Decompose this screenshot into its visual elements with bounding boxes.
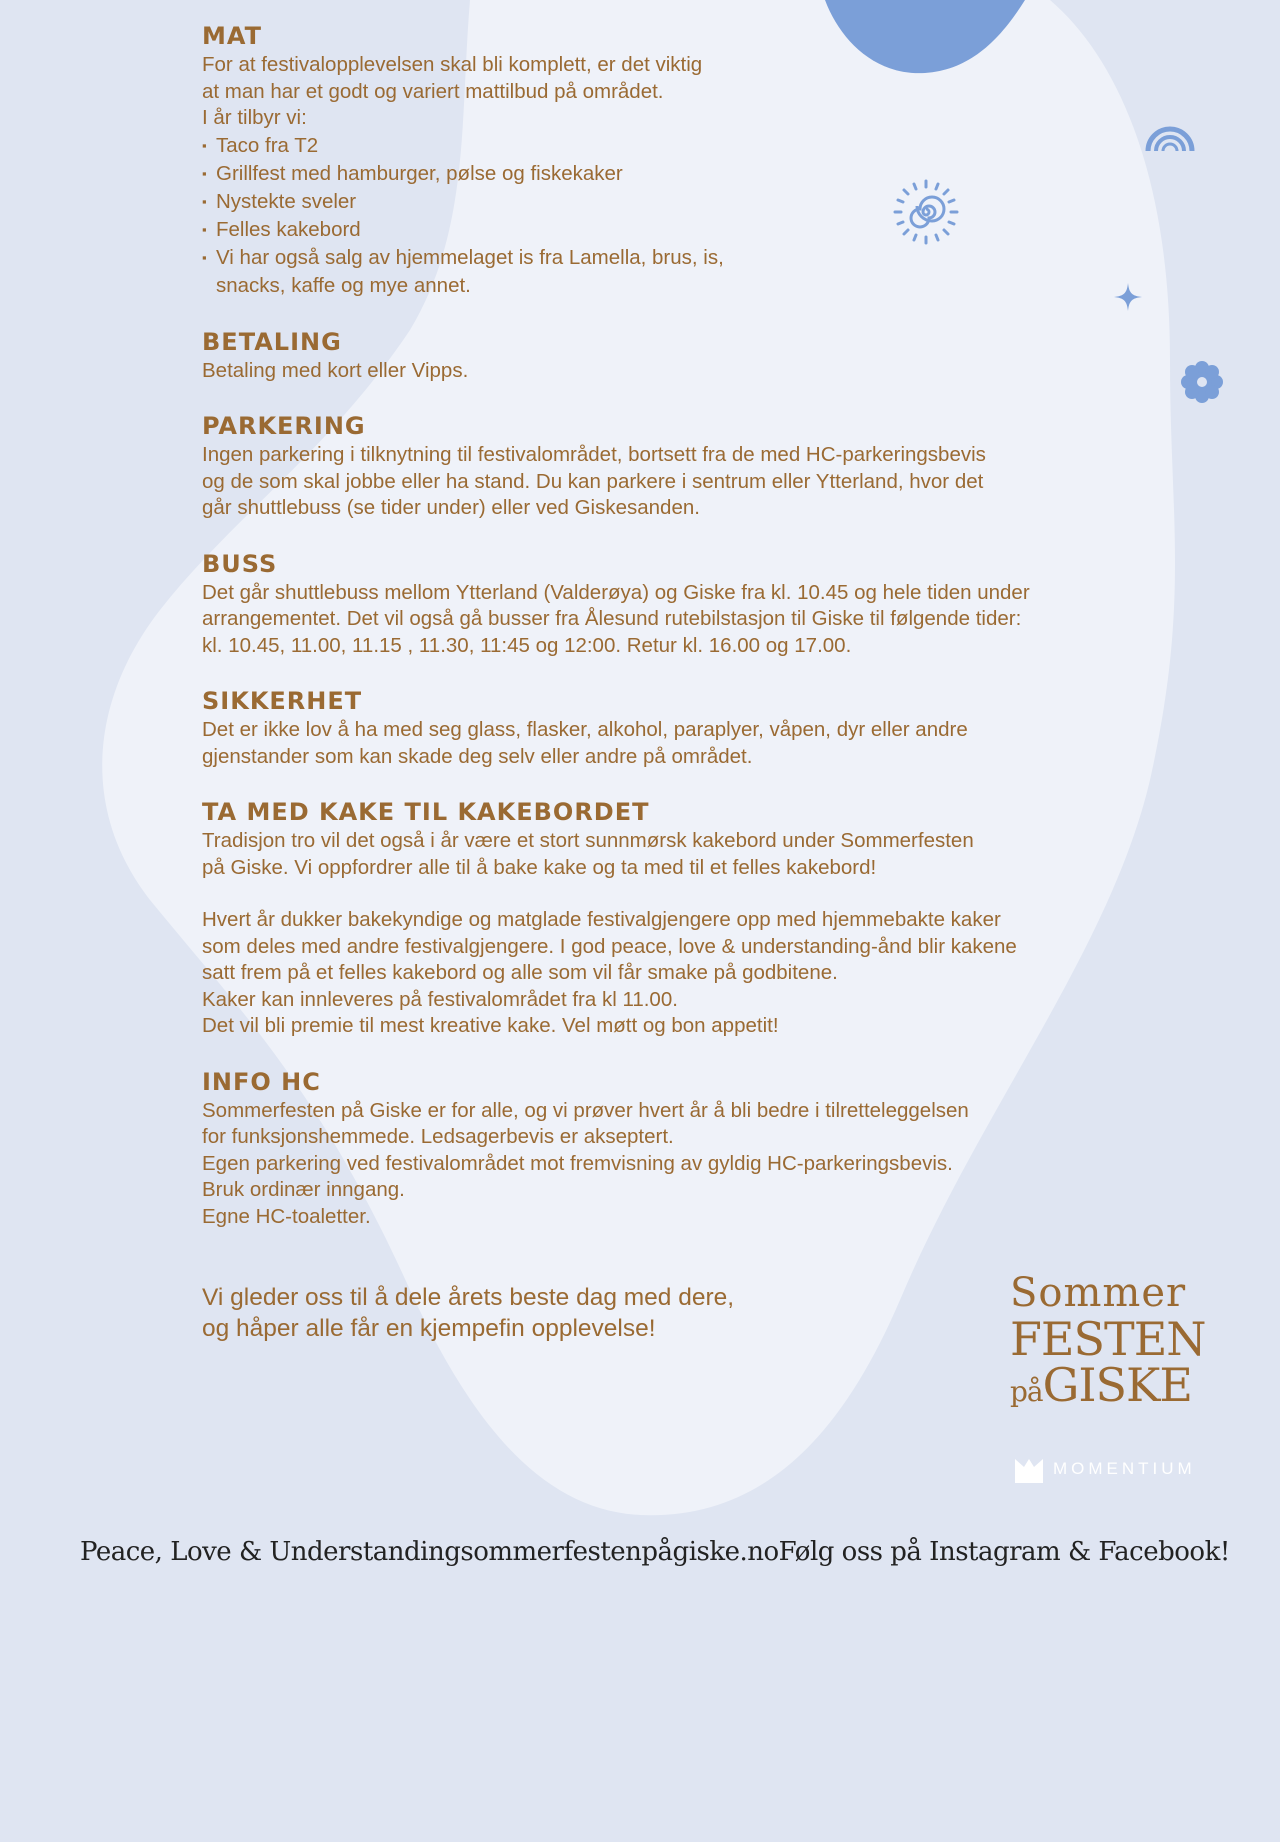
section-buss [202, 548, 1082, 660]
section-heading: SIKKERHET [202, 687, 363, 715]
section-text: at man har et godt og variert mattilbud på området. [202, 79, 664, 103]
section-heading: BETALING [202, 327, 342, 356]
section-text: Det vil bli premie til mest kreative kake. Vel møtt og bon appetit! [202, 1014, 779, 1037]
section-text: Ingen parkering i tilknytning til festivalområdet, bortsett fra de med HC-parkeringsbevis [202, 443, 986, 466]
logo-line: Sommer [1010, 1270, 1187, 1316]
footer-social-text: Følg oss på Instagram & Facebook! [778, 1537, 1230, 1567]
section-text: går shuttlebuss (se tider under) eller ved Giskesanden. [202, 496, 700, 519]
section-text: som deles med andre festivalgjengere. I god peace, love & understanding-ånd blir kakene [202, 934, 1017, 958]
section-mat [202, 20, 1082, 300]
section-text: arrangementet. Det vil også gå busser fra Ålesund rutebilstasjon til Giske til følgende tider: [202, 607, 1022, 630]
section-text: I år tilbyr vi: [202, 106, 307, 129]
section-kakebord [202, 796, 1082, 1040]
section-text: satt frem på et felles kakebord og alle som vil får smake på godbitene. [202, 961, 838, 984]
section-betaling [202, 326, 1082, 385]
section-sikkerhet [202, 685, 1082, 770]
closing-message [202, 1282, 842, 1344]
momentium-logo-icon [1015, 1455, 1043, 1483]
logo-text: GISKE [1042, 1358, 1192, 1412]
sparkle-icon [1113, 282, 1143, 312]
section-text: Bruk ordinær inngang. [202, 1178, 405, 1201]
section-text: For at festivalopplevelsen skal bli komplett, er det viktig [202, 53, 703, 76]
closing-line: Vi gleder oss til å dele årets beste dag med dere, [202, 1284, 735, 1311]
section-text: for funksjonshemmede. Ledsagerbevis er akseptert. [202, 1125, 674, 1148]
section-heading: BUSS [202, 549, 278, 578]
logo-line [1010, 1358, 1230, 1415]
festival-logo [1010, 1270, 1230, 1415]
section-text: Det er ikke lov å ha med seg glass, flasker, alkohol, paraplyer, våpen, dyr eller andre [202, 718, 968, 741]
section-text: Sommerfesten på Giske er for alle, og vi prøver hvert år å bli bedre i tilretteleggelsen [202, 1098, 969, 1122]
list-item: ▪ Grillfest med hamburger, pølse og fiskekaker [202, 160, 1082, 188]
section-text: Egen parkering ved festivalområdet mot fremvisning av gyldig HC-parkeringsbevis. [202, 1151, 953, 1175]
section-text: kl. 10.45, 11.00, 11.15 , 11.30, 11:45 og 12:00. Retur kl. 16.00 og 17.00. [202, 633, 852, 657]
food-list [202, 132, 1082, 300]
footer-website-link[interactable]: sommerfestenpågiske.no [460, 1537, 779, 1567]
section-text: Betaling med kort eller Vipps. [202, 358, 469, 382]
section-text: Hvert år dukker bakekyndige og matglade festivalgjengere opp med hjemmebakte kaker [202, 908, 1001, 931]
list-item: ▪ Taco fra T2 [202, 132, 1082, 160]
logo-small-text: på [1010, 1375, 1043, 1408]
info-content [202, 20, 1082, 1256]
section-text: Egne HC-toaletter. [202, 1204, 371, 1228]
list-item: ▪ Felles kakebord [202, 216, 1082, 244]
section-heading: PARKERING [202, 412, 366, 440]
section-text: gjenstander som kan skade deg selv eller andre på området. [202, 744, 753, 768]
closing-line: og håper alle får en kjempefin opplevelse! [202, 1315, 656, 1342]
list-item: ▪ Nystekte sveler [202, 188, 1082, 216]
section-text: Det går shuttlebuss mellom Ytterland (Valderøya) og Giske fra kl. 10.45 og hele tiden under [202, 580, 1030, 604]
section-text: og de som skal jobbe eller ha stand. Du kan parkere i sentrum eller Ytterland, hvor det [202, 469, 984, 493]
footer [80, 1530, 1230, 1574]
section-heading: INFO HC [202, 1067, 321, 1096]
list-item: ▪ Vi har også salg av hjemmelaget is fra Lamella, brus, is, snacks, kaffe og mye annet. [202, 244, 1082, 300]
rainbow-icon [1140, 115, 1200, 155]
section-text: på Giske. Vi oppfordrer alle til å bake kake og ta med til et felles kakebord! [202, 855, 877, 879]
flower-icon [1180, 360, 1224, 404]
section-heading: MAT [202, 22, 262, 50]
partner-name: MOMENTIUM [1053, 1459, 1196, 1478]
section-parkering [202, 410, 1082, 522]
section-text: Tradisjon tro vil det også i år være et stort sunnmørsk kakebord under Sommerfesten [202, 829, 974, 852]
section-heading: TA MED KAKE TIL KAKEBORDET [202, 798, 650, 826]
section-info-hc [202, 1066, 1082, 1231]
partner-logo [1015, 1455, 1196, 1483]
section-text: Kaker kan innleveres på festivalområdet fra kl 11.00. [202, 987, 678, 1011]
logo-line: FESTEN [1010, 1312, 1206, 1366]
footer-slogan: Peace, Love & Understanding [80, 1537, 461, 1567]
